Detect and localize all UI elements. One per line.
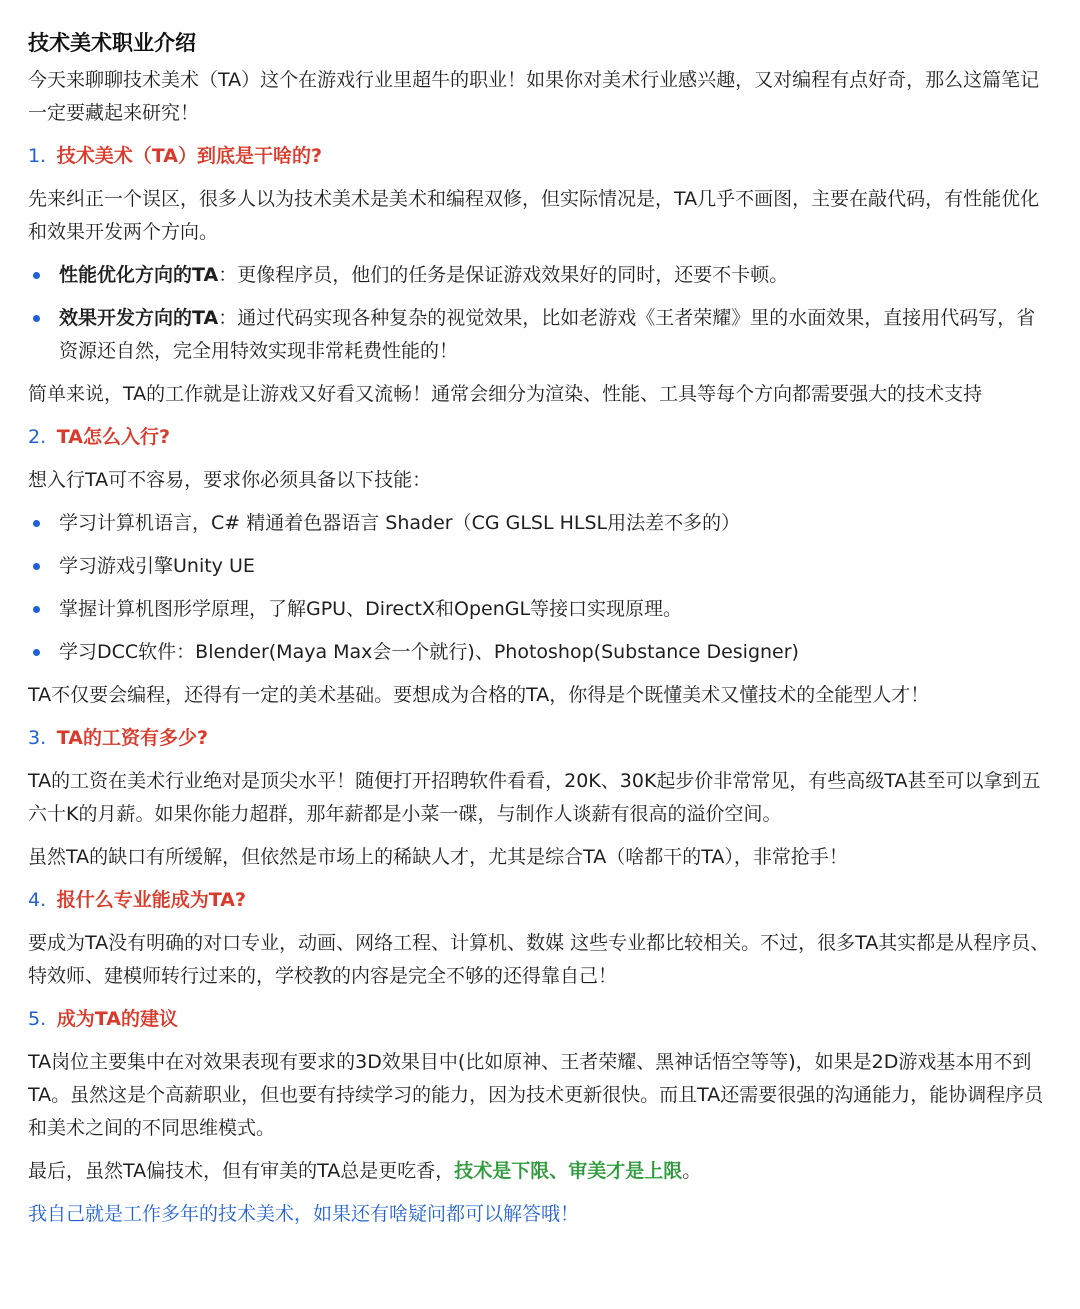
section-2-paragraph-1: 想入行TA可不容易，要求你必须具备以下技能： [28, 469, 432, 491]
list-item [28, 550, 1052, 583]
highlight-text: 技术是下限、审美才是上限 [454, 1160, 683, 1182]
list-item-text: 学习游戏引擎Unity UE [59, 555, 255, 577]
section-5-title: 成为TA的建议 [56, 1008, 178, 1030]
closing-period: 。 [682, 1160, 702, 1182]
section-5-paragraph-2 [28, 1155, 1052, 1188]
list-item-text: ：更像程序员，他们的任务是保证游戏效果好的同时，还要不卡顿。 [218, 264, 789, 286]
list-item-text: ：通过代码实现各种复杂的视觉效果，比如老游戏《王者荣耀》里的水面效果，直接用代码写，省资源还自然，完全用特效实现非常耗费性能的！ [59, 307, 1036, 362]
section-1-paragraph-1: 先来纠正一个误区，很多人以为技术美术是美术和编程双修，但实际情况是，TA几乎不画图，主要在敲代码，有性能优化和效果开发两个方向。 [28, 188, 1040, 243]
section-5-number: 5. [28, 1008, 47, 1030]
section-3-number: 3. [28, 727, 47, 749]
section-1-list [28, 259, 1052, 368]
section-1-number: 1. [28, 145, 47, 167]
section-3-heading [28, 722, 1052, 755]
section-5-paragraph-1: TA岗位主要集中在对效果表现有要求的3D效果目中(比如原神、王者荣耀、黑神话悟空等等)，如果是2D游戏基本用不到TA。虽然这是个高薪职业，但也要有持续学习的能力，因为技术更新很快。而且TA还需要很强的沟通能力，能协调程序员和美术之间的不同思维模式。 [28, 1051, 1044, 1139]
intro-paragraph: 今天来聊聊技术美术（TA）这个在游戏行业里超牛的职业！如果你对美术行业感兴趣，又对编程有点好奇，那么这篇笔记一定要藏起来研究！ [28, 69, 1040, 124]
section-4-paragraph-1: 要成为TA没有明确的对口专业，动画、网络工程、计算机、数媒 这些专业都比较相关。不过，很多TA其实都是从程序员、特效师、建模师转行过来的，学校教的内容是完全不够的还得靠自己！ [28, 932, 1050, 987]
list-item-text: 学习DCC软件：Blender(Maya Max会一个就行)、Photoshop(Substance Designer) [59, 641, 799, 663]
section-2-heading [28, 421, 1052, 454]
list-item-label: 性能优化方向的TA [59, 264, 219, 286]
section-2-number: 2. [28, 426, 47, 448]
author-note: 我自己就是工作多年的技术美术，如果还有啥疑问都可以解答哦！ [28, 1203, 580, 1225]
bullet-icon [33, 315, 40, 322]
list-item [28, 507, 1052, 540]
list-item-text: 学习计算机语言，C# 精通着色器语言 Shader（CG GLSL HLSL用法差不多的） [59, 512, 741, 534]
section-4-title: 报什么专业能成为TA? [56, 889, 246, 911]
section-1-title: 技术美术（TA）到底是干啥的? [56, 145, 322, 167]
list-item [28, 593, 1052, 626]
list-item-text: 掌握计算机图形学原理，了解GPU、DirectX和OpenGL等接口实现原理。 [59, 598, 683, 620]
section-2-paragraph-2: TA不仅要会编程，还得有一定的美术基础。要想成为合格的TA，你得是个既懂美术又懂技术的全能型人才！ [28, 684, 930, 706]
list-item [28, 302, 1052, 368]
closing-text: 最后，虽然TA偏技术，但有审美的TA总是更吃香， [28, 1160, 455, 1182]
section-3-paragraph-1: TA的工资在美术行业绝对是顶尖水平！随便打开招聘软件看看，20K、30K起步价非常常见，有些高级TA甚至可以拿到五六十K的月薪。如果你能力超群，那年薪都是小菜一碟，与制作人谈薪有很高的溢价空间。 [28, 770, 1041, 825]
list-item-label: 效果开发方向的TA [59, 307, 219, 329]
section-3-title: TA的工资有多少? [56, 727, 208, 749]
note-document [28, 26, 1052, 1241]
section-5-heading [28, 1003, 1052, 1036]
bullet-icon [33, 272, 40, 279]
bullet-icon [33, 563, 40, 570]
bullet-icon [33, 520, 40, 527]
section-1-paragraph-2: 简单来说，TA的工作就是让游戏又好看又流畅！通常会细分为渲染、性能、工具等每个方向都需要强大的技术支持 [28, 383, 983, 405]
bullet-icon [33, 649, 40, 656]
section-2-title: TA怎么入行? [56, 426, 170, 448]
section-3-paragraph-2: 虽然TA的缺口有所缓解，但依然是市场上的稀缺人才，尤其是综合TA（啥都干的TA），非常抢手！ [28, 846, 848, 868]
bullet-icon [33, 606, 40, 613]
page-title: 技术美术职业介绍 [28, 31, 196, 55]
section-4-heading [28, 884, 1052, 917]
list-item [28, 259, 1052, 292]
list-item [28, 636, 1052, 669]
section-4-number: 4. [28, 889, 47, 911]
section-1-heading [28, 140, 1052, 173]
section-2-list [28, 507, 1052, 669]
